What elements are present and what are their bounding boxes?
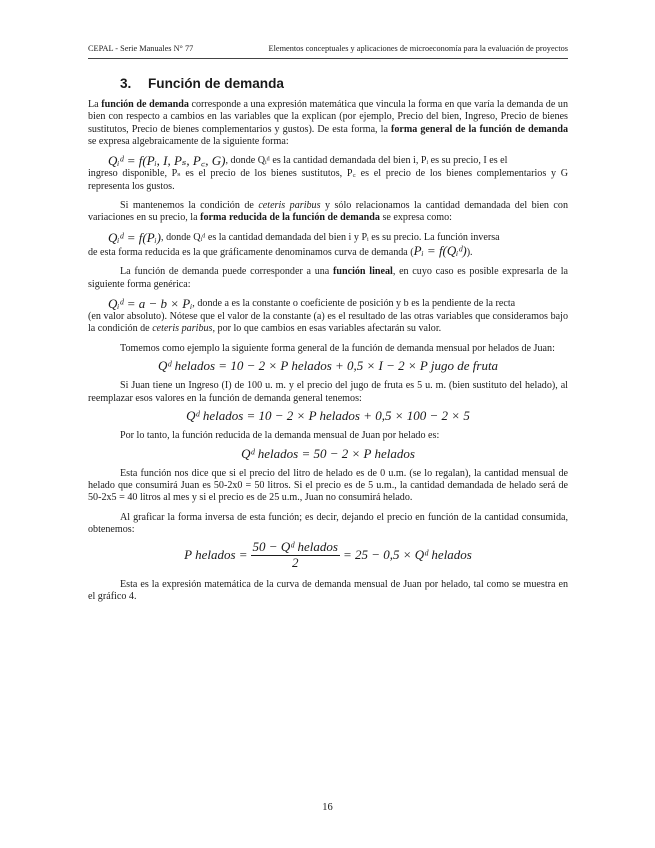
equation-juan-inverse: P helados = $\frac{\text{50 − Qᵈ helados}}{2}$ = 25 − 0,5 × Qᵈ helados: [184, 539, 472, 570]
header-book-title: Elementos conceptuales y aplicaciones de microeconomía para la evaluación de proyectos: [268, 44, 568, 53]
section-title: Función de demanda: [148, 76, 284, 91]
paragraph-linear: La función de demanda puede corresponder a una función lineal, en cuyo caso es posible expresarla de la siguiente forma genérica:: [88, 266, 569, 290]
header-series: CEPAL - Serie Manuales N° 77: [88, 44, 194, 53]
paragraph-general-vars: ingreso disponible, Pₛ es el precio de los bienes sustitutos, P꜀ es el precio de los bienes complementarios y G representa los gustos.: [88, 168, 568, 192]
equation-reduced-demand: Qᵢᵈ = f(Pᵢ) , donde Qᵢᵈ es la cantidad demandada del bien i y Pᵢ es su precio. La función inversa: [108, 229, 500, 245]
formula-reduced: Qᵢᵈ = f(Pᵢ): [108, 229, 162, 245]
paragraph-definition: La función de demanda corresponde a una expresión matemática que vincula la forma en que varía la demanda de un bien con respecto a cambios en las variables que la explican (por ejemplo, Precio del bien, Ingreso, Precio de bienes sustitutos, Precio de bienes complementarios y gustos). De esta forma, la forma general de la función de demanda se expresa algebraicamente de la siguiente forma:: [88, 99, 569, 147]
paragraph-example: Tomemos como ejemplo la siguiente forma general de la función de demanda mensual por helados de Juan:: [120, 342, 555, 354]
formula-linear: Qᵢᵈ = a − b × Pᵢ: [108, 295, 193, 311]
paragraph-constant: (en valor absoluto). Nótese que el valor de la constante (a) es el resultado de las otras variables que consideramos bajo la condición de ceteris paribus, por lo que cambios en esas variables afectarán su valor.: [88, 311, 568, 335]
equation-juan-substituted: Qᵈ helados = 10 − 2 × P helados + 0,5 × 100 − 2 × 5: [186, 407, 470, 423]
section-heading: [120, 76, 284, 91]
equation-juan-general: Qᵈ helados = 10 − 2 × P helados + 0,5 × I − 2 × P jugo de fruta: [157, 358, 499, 374]
paragraph-income: Si Juan tiene un Ingreso (I) de 100 u. m. y el precio del jugo de fruta es 5 u. m. (bien sustituto del helado), al reemplazar esos valores en la función de demanda general tenemos:: [88, 380, 568, 404]
formula-general: Qᵢᵈ = f(Pᵢ, I, Pₛ, P꜀, G): [108, 153, 226, 169]
body-text: [88, 99, 568, 611]
paragraph-graph-inverse: Al graficar la forma inversa de esta función; es decir, dejando el precio en función de la cantidad consumida, obtenemos:: [88, 511, 568, 536]
equation-linear: Qᵢᵈ = a − b × Pᵢ , donde a es la constante o coeficiente de posición y b es la pendiente de la recta: [108, 295, 516, 311]
paragraph-interpretation: Esta función nos dice que si el precio del litro de helado es de 0 u.m. (se lo regalan), la cantidad mensual de helado que consumirá Juan es 50-2x0 = 50 litros. Si el precio es de 5 u.m., la cantidad demandada de helado será de 50-2x5 = 40 litros al mes y si el precio es de 25 u.m., Juan no consumirá helado.: [88, 467, 568, 504]
page-number: 16: [322, 802, 333, 813]
formula-inverse-inline: Pᵢ = f(Qᵢᵈ): [413, 242, 467, 258]
section-number: 3.: [120, 76, 132, 91]
paragraph-closing: Esta es la expresión matemática de la curva de demanda mensual de Juan por helado, tal como se muestra en el gráfico 4.: [88, 578, 568, 603]
paragraph-inverse-demand: de esta forma reducida es la que gráficamente denominamos curva de demanda (Pᵢ = f(Qᵢᵈ)).: [88, 242, 473, 258]
paragraph-reduced-juan: Por lo tanto, la función reducida de la demanda mensual de Juan por helado es:: [120, 430, 440, 442]
equation-juan-reduced: Qᵈ helados = 50 − 2 × P helados: [241, 445, 415, 461]
paragraph-ceteris-paribus: Si mantenemos la condición de ceteris paribus y sólo relacionamos la cantidad demandada del bien con variaciones en su precio, la forma reducida de la función de demanda se expresa como:: [88, 200, 568, 224]
fraction: $\frac{\text{50 − Qᵈ helados}}{2}$: [252, 539, 338, 570]
equation-general-demand: Qᵢᵈ = f(Pᵢ, I, Pₛ, P꜀, G) , donde Qᵢᵈ es la cantidad demandada del bien i, Pᵢ es su precio, I es el: [108, 153, 508, 169]
running-header: [88, 44, 568, 59]
